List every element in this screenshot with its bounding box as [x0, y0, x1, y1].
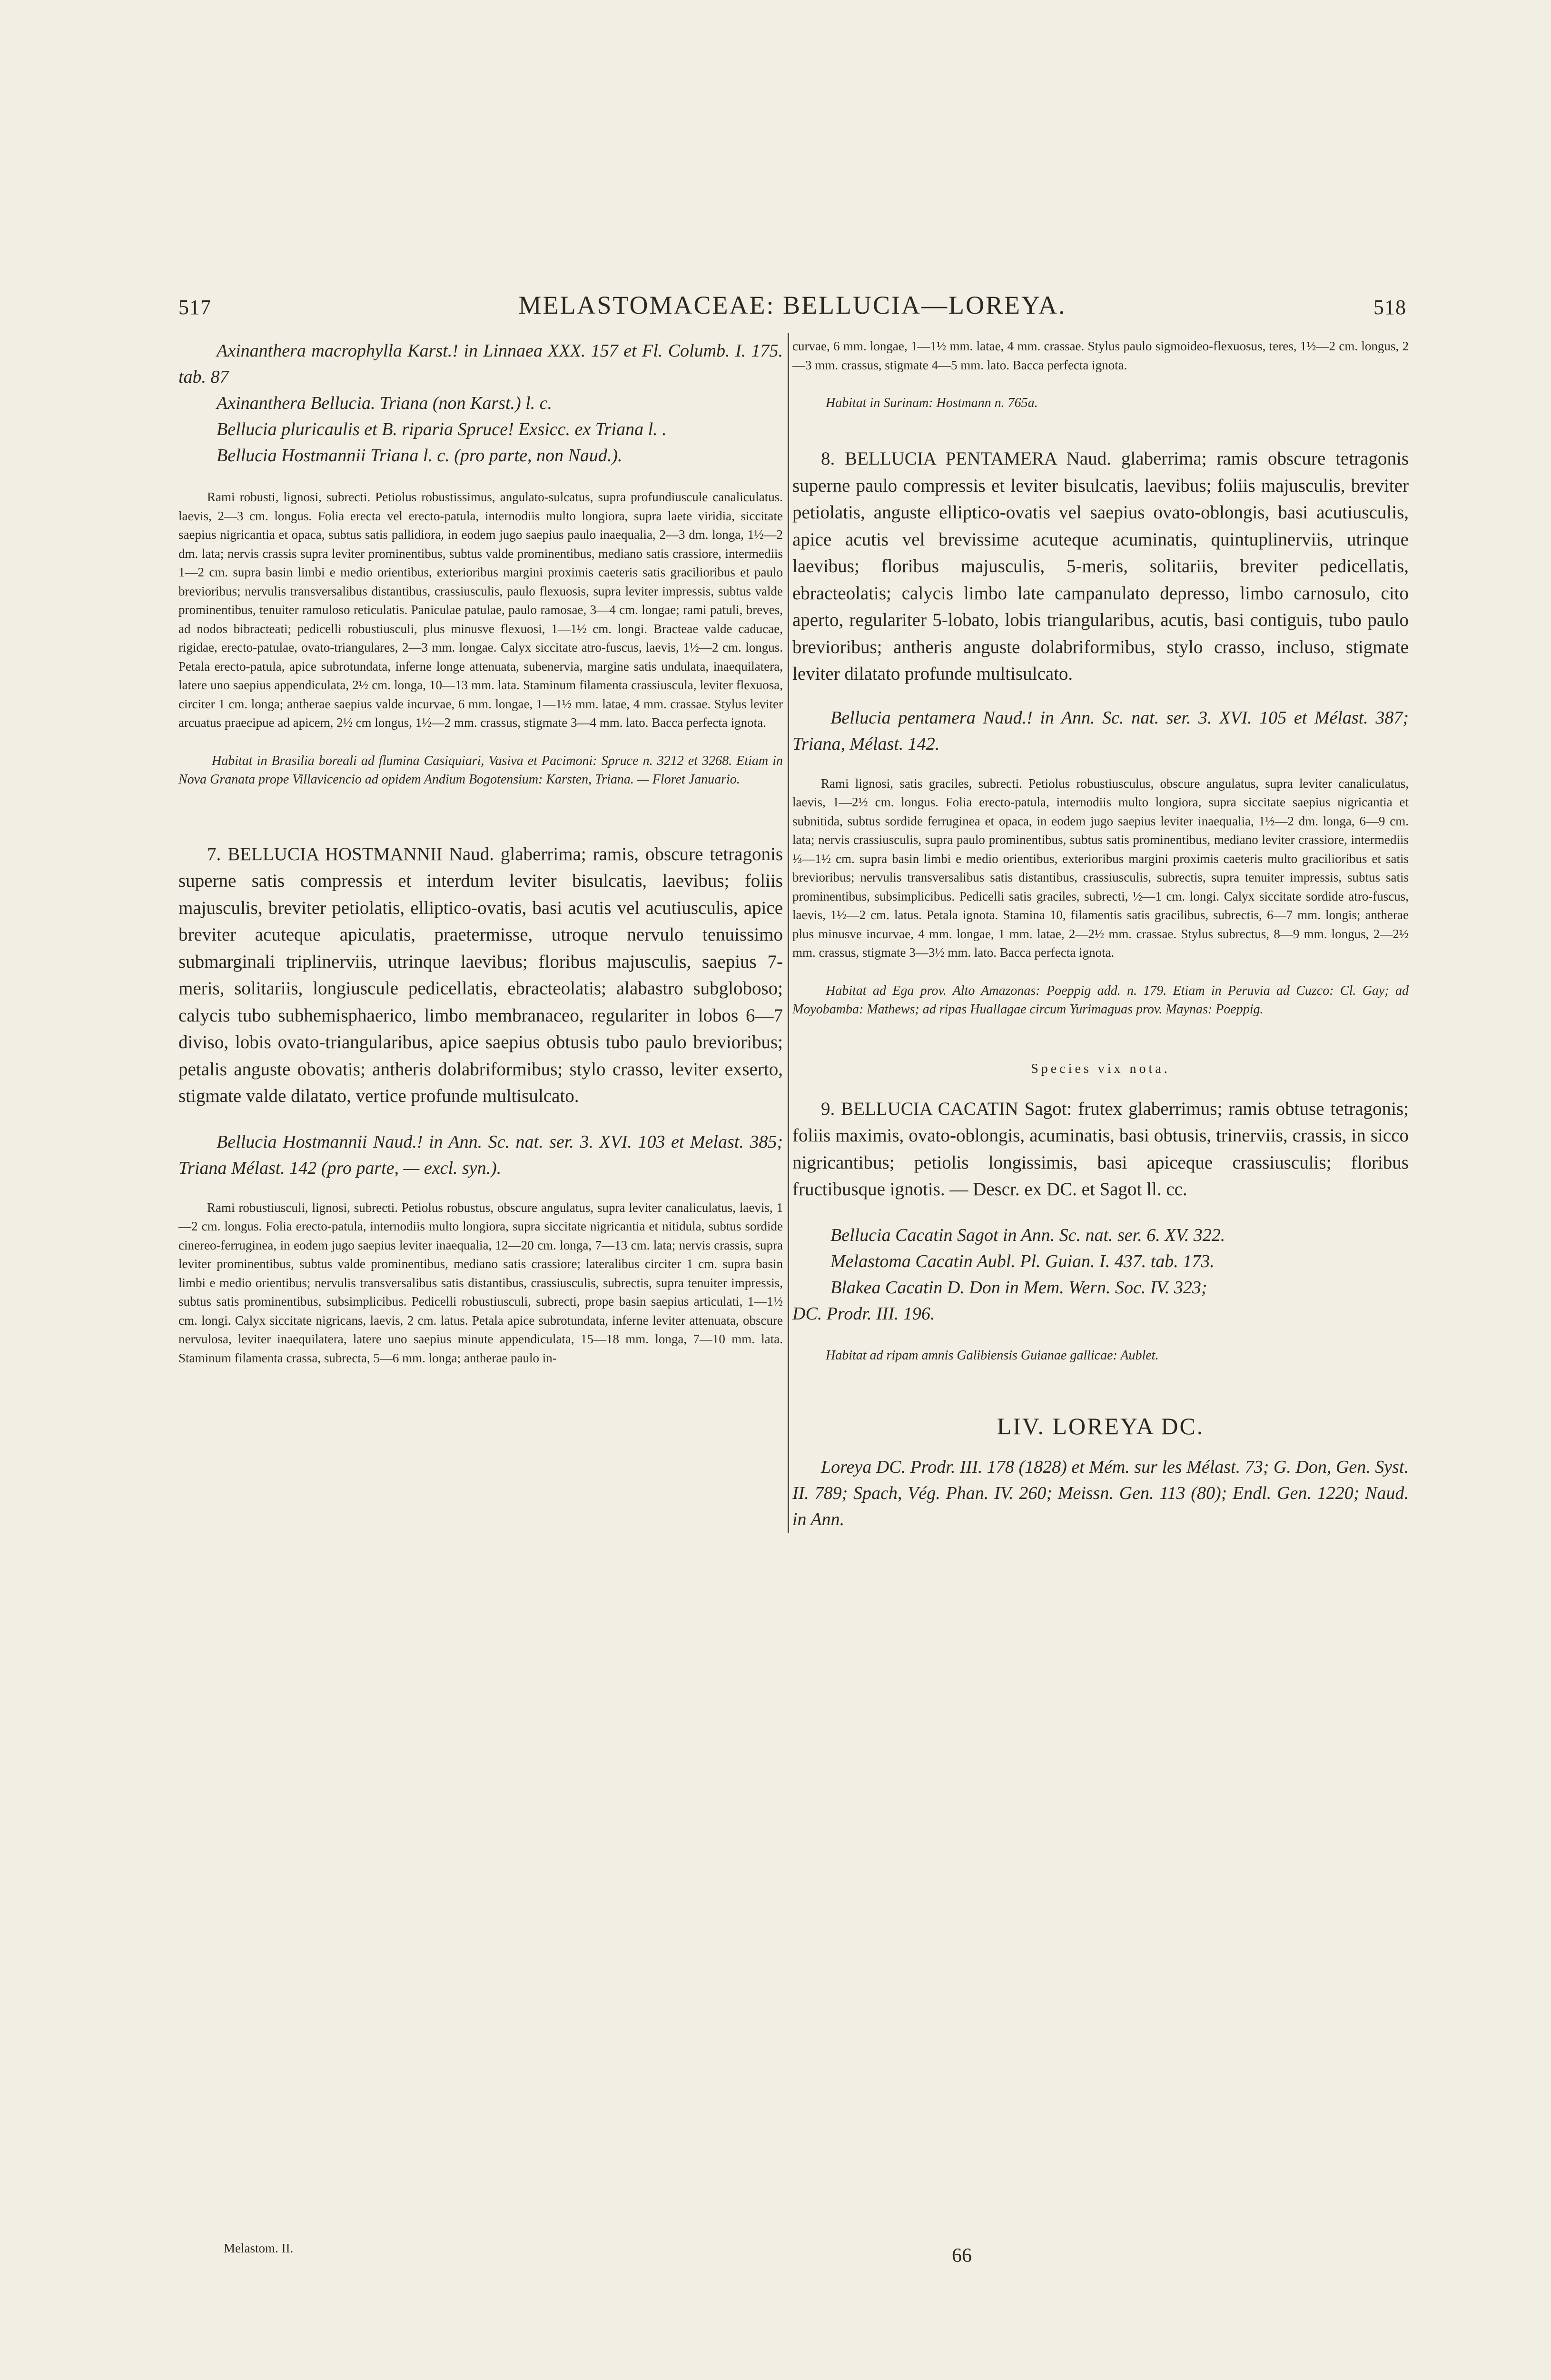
signature-mark: Melastom. II. [224, 2241, 294, 2255]
habitat-paragraph: Habitat ad Ega prov. Alto Amazonas: Poeppig add. n. 179. Etiam in Peruvia ad Cuzco: Cl. Gay; ad Moyobamba: Mathews; ad ripas Huallagae circum Yurimaguas prov. Maynas: Poeppig. [792, 983, 1409, 1017]
citation-line: Blakea Cacatin D. Don in Mem. Wern. Soc. IV. 323; [830, 1277, 1207, 1298]
species-8-citation: Bellucia pentamera Naud.! in Ann. Sc. nat. ser. 3. XVI. 105 et Mélast. 387; Triana, Mélast. 142. [792, 707, 1409, 754]
synonym-line: Axinanthera macrophylla Karst.! in Linnaea XXX. 157 et Fl. Columb. I. 175. tab. 87 [178, 341, 783, 387]
description-paragraph: Rami robustiusculi, lignosi, subrecti. Petiolus robustus, obscure angulatus, supra leviter canaliculatus, laevis, 1—2 cm. longus. Folia erecto-patula, internodiis multo longiora, supra siccitate nigricantia et nitidula, subtus sordide cinereo-ferruginea, in eodem jugo saepius leviter inaequalia, 12—20 cm. longa, 7—13 cm. lata; nervis crassis, supra leviter prominentibus, subtus valde prominentibus, mediano satis crassiore; lateralibus circiter 1 cm. supra basin limbi e medio orientibus; nervulis transversalibus satis distantibus, crassiusculis, subrectis, supra tenuiter impressis, subtus satis prominentibus, subsimplicibus. Pedicelli robustiusculi, subrecti, prope basin saepius articulati, 1—1½ cm. longi. Calyx siccitate nigricans, laevis, 2 cm. latus. Petala apice subrotundata, inferne leviter attenuata, obscure nervulosa, leviter inaequilatera, latere uno saepius minute appendiculata, 15—18 mm. longa, 7—10 mm. lata. Staminum filamenta crassa, subrecta, 5—6 mm. longa; antherae paulo in- [178, 1200, 783, 1365]
running-header [178, 286, 1406, 324]
sheet-number: 66 [952, 2245, 972, 2267]
description-paragraph: Rami lignosi, satis graciles, subrecti. Petiolus robustiusculus, obscure angulatus, supra leviter canaliculatus, laevis, 1—2½ cm. longus. Folia erecto-patula, internodiis multo longiora, supra siccitate saepius nigricantia et subnitida, subtus sordide ferruginea et opaca, in eodem jugo saepius leviter inaequalia, 1½—2 dm. longa, 6—9 cm. lata; nervis crassiusculis, supra paulo prominentibus, subtus satis prominentibus, mediano leviter crassiore, intermediis ⅓—1½ cm. supra basin limbi e medio orientibus, exterioribus margini proximis caeteris multo gracilioribus et satis brevioribus; nervulis transversalibus satis distantibus, crassiusculis, subrectis, supra tenuiter impressis, subtus satis prominentibus, subsimplicibus. Pedicelli satis graciles, subrecti, ½—1 cm. longi. Calyx siccitate sordide atro-fuscus, laevis, 1½—2 cm. latus. Petala ignota. Stamina 10, filamentis satis gracilibus, subrectis, 6—7 mm. longis; antherae plus minusve incurvae, 4 mm. longae, 1 mm. latae, 2—2½ mm. crassae. Stylus subrectus, 8—9 mm. longus, 2—2½ mm. crassus, stigmate 3—3½ mm. lato. Bacca perfecta ignota. [792, 776, 1409, 960]
left-column [178, 333, 783, 2266]
species-7-description: 7. BELLUCIA HOSTMANNII Naud. glaberrima; ramis, obscure tetragonis superne satis compressis et interdum leviter bisulcatis, laevibus; foliis majusculis, breviter petiolatis, elliptico-ovatis, basi acutis vel acutiusculis, apice breviter acuteque apiculatis, praetermisse, utroque nervulo tenuissimo submarginali triplinerviis, utrinque laevibus; floribus majusculis, saepius 7-meris, solitariis, longiuscule pedicellatis, ebracteolatis; alabastro subgloboso; calycis tubo subhemisphaerico, limbo membranaceo, regulariter in lobos 6—7 diviso, lobis ovato-triangularibus, apice saepius obtusis tubo paulo brevioribus; petalis anguste obovatis; antheris dolabriformibus; stylo crasso, leviter exserto, stigmate valde dilatato, vertice profunde multisulcato. [178, 843, 783, 1106]
citation-line: Melastoma Cacatin Aubl. Pl. Guian. I. 437. tab. 173. [830, 1251, 1215, 1271]
species-9-citation [792, 1222, 1409, 1327]
description-continuation: curvae, 6 mm. longae, 1—1½ mm. latae, 4 mm. crassae. Stylus paulo sigmoideo-flexuosus, teres, 1½—2 cm. longus, 2—3 mm. crassus, stigmate 4—5 mm. lato. Bacca perfecta ignota. [792, 339, 1409, 372]
synonym-line: Bellucia pluricaulis et B. riparia Spruce! Exsicc. ex Triana l. . [217, 419, 667, 439]
description-paragraph: Rami robusti, lignosi, subrecti. Petiolus robustissimus, angulato-sulcatus, supra profundiuscule canaliculatus. laevis, 2—3 cm. longus. Folia erecta vel erecto-patula, internodiis multo longiora, supra laete viridia, siccitate saepius nigricantia et opaca, subtus satis pallidiora, in eodem jugo saepius paulo inaequalia, 2—3 dm. longa, 1½—2 dm. lata; nervis crassis supra leviter prominentibus, subtus valde prominentibus, mediano satis crassiore, intermediis 1—2 cm. supra basin limbi e medio orientibus, exterioribus margini proximis caeteris satis gracilioribus et paulo brevioribus; nervulis transversalibus distantibus, crassiusculis, paulo flexuosis, supra leviter impressis, subtus valde prominentibus, tenuiter ramuloso reticulatis. Paniculae patulae, paulo ramosae, 3—4 cm. longae; rami patuli, breves, ad nodos bibracteati; pedicelli robustiusculi, plus minusve flexuosi, 1—1½ cm. longi. Bracteae valde caducae, rigidae, erecto-patulae, ovato-triangulares, 2—3 mm. longae. Calyx siccitate atro-fuscus, laevis, 1½—2 cm. longus. Petala erecto-patula, apice subrotundata, inferne longe attenuata, subenervia, margine satis undulata, inaequilatera, latere uno saepius appendiculata, 2½ cm. longa, 10—13 mm. lata. Staminum filamenta crassiuscula, leviter flexuosa, circiter 1 cm. longa; antherae saepius valde incurvae, 6 mm. longae, 1—1½ mm. latae, 4 mm. crassae. Stylus leviter arcuatus praecipue ad apicem, 2½ cm longus, 1½—2 mm. crassus, stigmate 3—4 mm. lato. Bacca perfecta ignota. [178, 490, 783, 730]
habitat-paragraph: Habitat ad ripam amnis Galibiensis Guianae gallicae: Aublet. [826, 1348, 1159, 1363]
species-7-citation: Bellucia Hostmannii Naud.! in Ann. Sc. nat. ser. 3. XVI. 103 et Melast. 385; Triana Mélast. 142 (pro parte, — excl. syn.). [178, 1131, 783, 1178]
species-8-description: 8. BELLUCIA PENTAMERA Naud. glaberrima; ramis obscure tetragonis superne paulo compressis et leviter bisulcatis, laevibus; foliis majusculis, breviter petiolatis, anguste elliptico-ovatis vel saepius ovato-oblongis, basi acutiusculis, apice acutis vel brevissime acuteque acuminatis, quintuplinerviis, utrinque laevibus; floribus majusculis, 5-meris, solitariis, breviter pedicellatis, ebracteolatis; calycis limbo late campanulato depresso, limbo carnosulo, cito aperto, regulariter 5-lobato, lobis triangularibus, acutis, basi contiguis, tubo paulo brevioribus; antheris anguste dolabriformibus, stylo crasso, incluso, stigmate leviter dilatato profunde multisulcato. [792, 448, 1409, 684]
species-9-description: 9. BELLUCIA CACATIN Sagot: frutex glaberrimus; ramis obtuse tetragonis; foliis maximis, ovato-oblongis, acuminatis, basi obtusis, trinerviis, crassis, in sicco nigricantibus; petiolis longissimis, basi apiceque crassiusculis; floribus fructibusque ignotis. — Descr. ex DC. et Sagot ll. cc. [792, 1098, 1409, 1200]
synonym-block [178, 338, 783, 469]
synonym-line: Bellucia Hostmannii Triana l. c. (pro parte, non Naud.). [217, 446, 622, 466]
page-number-right: 518 [1373, 296, 1406, 319]
citation-line: DC. Prodr. III. 196. [792, 1303, 935, 1324]
synonym-line: Axinanthera Bellucia. Triana (non Karst.) l. c. [217, 393, 553, 413]
habitat-paragraph: Habitat in Surinam: Hostmann n. 765a. [826, 396, 1038, 410]
section-note: Species vix nota. [1031, 1061, 1170, 1076]
citation-line: Bellucia Cacatin Sagot in Ann. Sc. nat. ser. 6. XV. 322. [830, 1225, 1225, 1245]
column-divider [788, 333, 789, 1533]
right-column [792, 333, 1409, 1999]
running-title: MELASTOMACEAE: BELLUCIA—LOREYA. [518, 291, 1067, 319]
page-number-left: 517 [178, 296, 211, 319]
genus-heading: LIV. LOREYA DC. [997, 1412, 1205, 1439]
genus-reference: Loreya DC. Prodr. III. 178 (1828) et Mém. sur les Mélast. 73; G. Don, Gen. Syst. II. 789; Spach, Vég. Phan. IV. 260; Meissn. Gen. 113 (80); Endl. Gen. 1220; Naud. in Ann. [792, 1457, 1409, 1529]
habitat-paragraph: Habitat in Brasilia boreali ad flumina Casiquiari, Vasiva et Pacimoni: Spruce n. 3212 et 3268. Etiam in Nova Granata prope Villavicencio ad opidem Andium Bogotensium: Karsten, Triana. — Floret Januario. [178, 753, 783, 787]
